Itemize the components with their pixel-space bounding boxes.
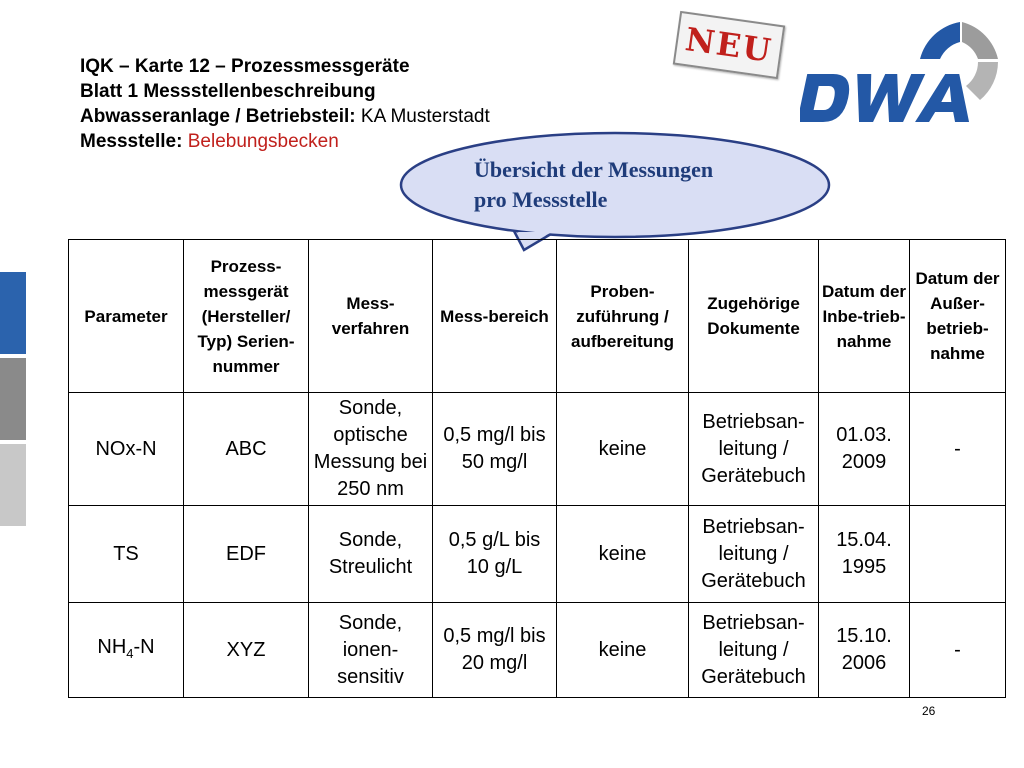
facility-value: KA Musterstadt bbox=[360, 106, 490, 127]
measuring-point-label: Messstelle: bbox=[80, 131, 183, 152]
table-row bbox=[69, 506, 1006, 603]
table-row bbox=[69, 393, 1006, 506]
cell-sampling: keine bbox=[557, 603, 689, 698]
cell-method: Sonde, Streulicht bbox=[309, 506, 433, 603]
cell-docs: Betriebsan-leitung / Gerätebuch bbox=[689, 393, 819, 506]
side-bar-gray bbox=[0, 358, 26, 440]
cell-device: EDF bbox=[184, 506, 309, 603]
header-facility bbox=[80, 104, 490, 129]
bubble-text bbox=[474, 155, 794, 215]
measurements-table bbox=[68, 239, 1006, 698]
col-header-date-end: Datum der Außer-betrieb-nahme bbox=[910, 240, 1006, 393]
cell-date-end bbox=[910, 506, 1006, 603]
cell-sampling: keine bbox=[557, 393, 689, 506]
cell-device: XYZ bbox=[184, 603, 309, 698]
cell-docs: Betriebsan-leitung / Gerätebuch bbox=[689, 506, 819, 603]
cell-method: Sonde, optische Messung bei 250 nm bbox=[309, 393, 433, 506]
cell-parameter: TS bbox=[69, 506, 184, 603]
cell-date-end: - bbox=[910, 393, 1006, 506]
cell-device: ABC bbox=[184, 393, 309, 506]
col-header-date-start: Datum der Inbe-trieb-nahme bbox=[819, 240, 910, 393]
header-title: IQK – Karte 12 – Prozessmessgeräte bbox=[80, 56, 410, 77]
page-number: 26 bbox=[922, 704, 936, 718]
col-header-parameter: Parameter bbox=[69, 240, 184, 393]
table-header-row bbox=[69, 240, 1006, 393]
col-header-method: Mess-verfahren bbox=[309, 240, 433, 393]
col-header-docs: Zugehörige Dokumente bbox=[689, 240, 819, 393]
cell-method: Sonde, ionen-sensitiv bbox=[309, 603, 433, 698]
new-stamp: NEU bbox=[673, 11, 785, 79]
col-header-sampling: Proben-zuführung / aufbereitung bbox=[557, 240, 689, 393]
side-bar-lightgray bbox=[0, 444, 26, 526]
cell-parameter: NOx-N bbox=[69, 393, 184, 506]
col-header-range: Mess-bereich bbox=[433, 240, 557, 393]
cell-date-start: 15.04. 1995 bbox=[819, 506, 910, 603]
cell-date-start: 15.10. 2006 bbox=[819, 603, 910, 698]
cell-date-start: 01.03. 2009 bbox=[819, 393, 910, 506]
table-row bbox=[69, 603, 1006, 698]
side-decoration bbox=[0, 272, 26, 530]
bubble-line-2: pro Messstelle bbox=[474, 187, 608, 212]
cell-range: 0,5 g/L bis 10 g/L bbox=[433, 506, 557, 603]
cell-range: 0,5 mg/l bis 20 mg/l bbox=[433, 603, 557, 698]
cell-range: 0,5 mg/l bis 50 mg/l bbox=[433, 393, 557, 506]
header-sheet: Blatt 1 Messstellenbeschreibung bbox=[80, 81, 376, 102]
side-bar-blue bbox=[0, 272, 26, 354]
cell-date-end: - bbox=[910, 603, 1006, 698]
dwa-logo bbox=[800, 14, 1000, 129]
measuring-point-value: Belebungsbecken bbox=[187, 131, 339, 152]
cell-docs: Betriebsan-leitung / Gerätebuch bbox=[689, 603, 819, 698]
cell-sampling: keine bbox=[557, 506, 689, 603]
facility-label: Abwasseranlage / Betriebsteil: bbox=[80, 106, 356, 127]
cell-parameter: $NH_4-N$ bbox=[69, 603, 184, 698]
col-header-device: Prozess-messgerät (Hersteller/ Typ) Serien-nummer bbox=[184, 240, 309, 393]
bubble-line-1: Übersicht der Messungen bbox=[474, 157, 714, 182]
